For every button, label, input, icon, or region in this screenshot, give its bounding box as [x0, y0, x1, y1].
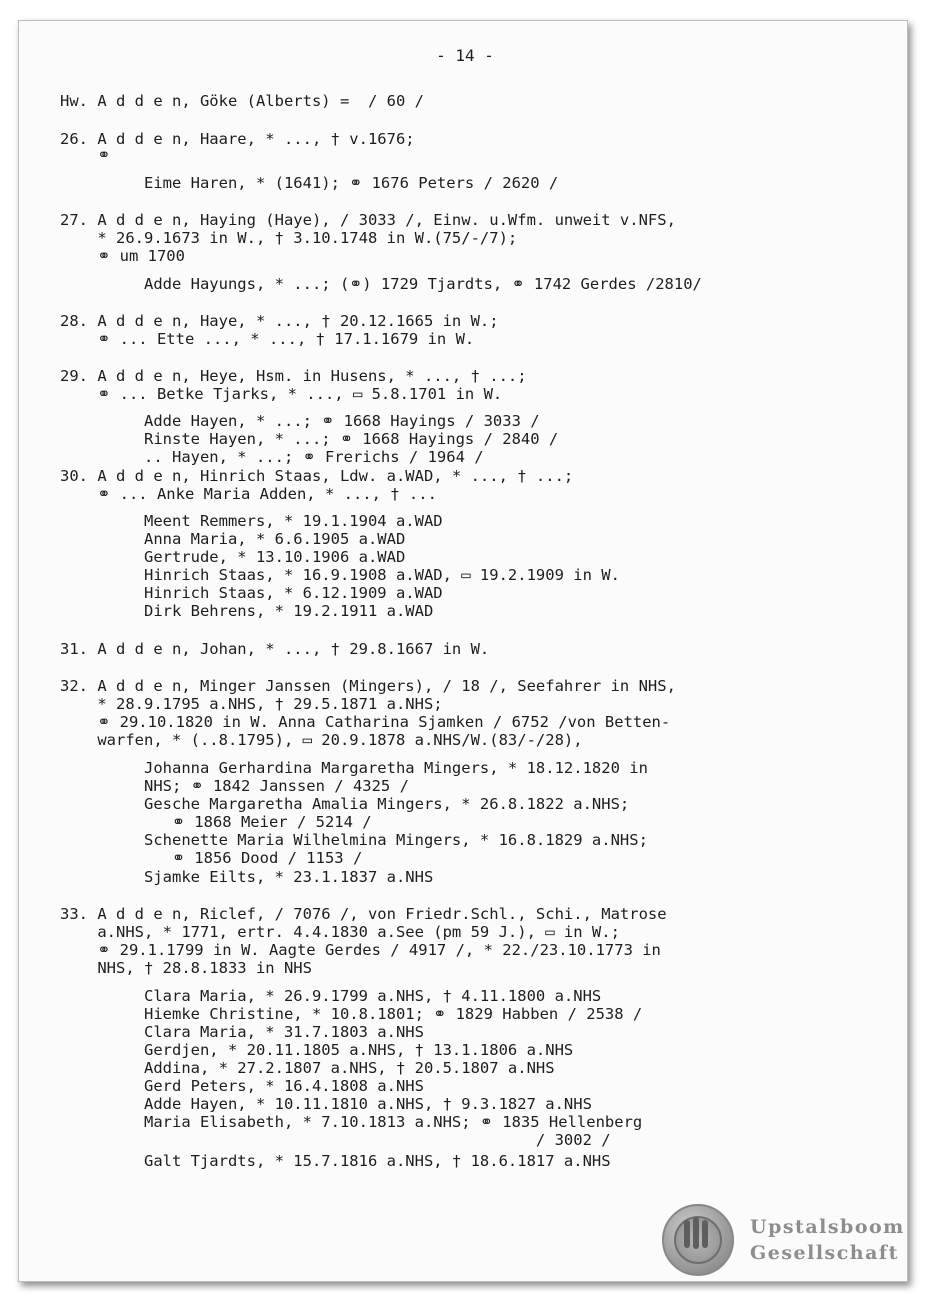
entry-line: Gesche Margaretha Amalia Mingers, * 26.8.1822 a.NHS; — [60, 795, 630, 813]
entry-line: Hw. A d d e n, Göke (Alberts) = / 60 / — [60, 92, 424, 110]
entry-line: Adde Hayen, * ...; ⚭ 1668 Hayings / 3033 / — [60, 412, 540, 430]
entry-line: .. Hayen, * ...; ⚭ Frerichs / 1964 / — [60, 448, 484, 466]
entry-line: Hinrich Staas, * 16.9.1908 a.WAD, ▭ 19.2.1909 in W. — [60, 566, 620, 584]
entry-line: 28. A d d e n, Haye, * ..., † 20.12.1665 in W.; — [60, 312, 499, 330]
entry-line: Clara Maria, * 26.9.1799 a.NHS, † 4.11.1800 a.NHS — [60, 987, 602, 1005]
entry-line: 30. A d d e n, Hinrich Staas, Ldw. a.WAD, * ..., † ...; — [60, 467, 574, 485]
entry-line: Schenette Maria Wilhelmina Mingers, * 16.8.1829 a.NHS; — [60, 831, 648, 849]
entry-line: ⚭ — [60, 146, 111, 164]
entry-line: * 28.9.1795 a.NHS, † 29.5.1871 a.NHS; — [60, 695, 443, 713]
entry-line: NHS; ⚭ 1842 Janssen / 4325 / — [60, 777, 409, 795]
entry-line: ⚭ 29.1.1799 in W. Aagte Gerdes / 4917 /, * 22./23.10.1773 in — [60, 941, 661, 959]
entry-line: Gerd Peters, * 16.4.1808 a.NHS — [60, 1077, 424, 1095]
entry-line: ⚭ 1856 Dood / 1153 / — [60, 849, 363, 867]
entry-line: Gerdjen, * 20.11.1805 a.NHS, † 13.1.1806 a.NHS — [60, 1041, 574, 1059]
entry-line: Hiemke Christine, * 10.8.1801; ⚭ 1829 Habben / 2538 / — [60, 1005, 643, 1023]
entry-line: ⚭ 1868 Meier / 5214 / — [60, 813, 372, 831]
entry-line: Rinste Hayen, * ...; ⚭ 1668 Hayings / 2840 / — [60, 430, 559, 448]
entry-line: ⚭ 29.10.1820 in W. Anna Catharina Sjamken / 6752 /von Betten- — [60, 713, 671, 731]
entry-line: Galt Tjardts, * 15.7.1816 a.NHS, † 18.6.1817 a.NHS — [60, 1152, 611, 1170]
entry-line: Maria Elisabeth, * 7.10.1813 a.NHS; ⚭ 1835 Hellenberg — [60, 1113, 643, 1131]
entry-line: ⚭ ... Ette ..., * ..., † 17.1.1679 in W. — [60, 330, 475, 348]
entry-line: Adde Hayungs, * ...; (⚭) 1729 Tjardts, ⚭ 1742 Gerdes /2810/ — [60, 275, 702, 293]
entry-line: 32. A d d e n, Minger Janssen (Mingers), / 18 /, Seefahrer in NHS, — [60, 677, 676, 695]
entry-line: 27. A d d e n, Haying (Haye), / 3033 /, Einw. u.Wfm. unweit v.NFS, — [60, 211, 676, 229]
entry-line: NHS, † 28.8.1833 in NHS — [60, 959, 312, 977]
entry-line: Anna Maria, * 6.6.1905 a.WAD — [60, 530, 406, 548]
logo-line-1: Upstalsboom — [750, 1216, 905, 1238]
entry-line: Johanna Gerhardina Margaretha Mingers, * 18.12.1820 in — [60, 759, 648, 777]
page-number: - 14 - — [436, 46, 494, 65]
entry-line: warfen, * (..8.1795), ▭ 20.9.1878 a.NHS/W.(83/-/28), — [60, 731, 583, 749]
logo-line-2: Gesellschaft — [750, 1242, 899, 1264]
entry-line: Gertrude, * 13.10.1906 a.WAD — [60, 548, 406, 566]
entry-line: Sjamke Eilts, * 23.1.1837 a.NHS — [60, 868, 434, 886]
entry-line: Meent Remmers, * 19.1.1904 a.WAD — [60, 512, 443, 530]
entry-line: 33. A d d e n, Riclef, / 7076 /, von Friedr.Schl., Schi., Matrose — [60, 905, 667, 923]
entry-line: Dirk Behrens, * 19.2.1911 a.WAD — [60, 602, 434, 620]
entry-line: ⚭ ... Anke Maria Adden, * ..., † ... — [60, 485, 437, 503]
entry-line: Adde Hayen, * 10.11.1810 a.NHS, † 9.3.1827 a.NHS — [60, 1095, 592, 1113]
entry-line: 31. A d d e n, Johan, * ..., † 29.8.1667 in W. — [60, 640, 490, 658]
entry-line: 29. A d d e n, Heye, Hsm. in Husens, * ..., † ...; — [60, 367, 527, 385]
entry-line: ⚭ um 1700 — [60, 247, 185, 265]
entry-line: ⚭ ... Betke Tjarks, * ..., ▭ 5.8.1701 in W. — [60, 385, 503, 403]
entry-line: 26. A d d e n, Haare, * ..., † v.1676; — [60, 130, 415, 148]
entry-line: a.NHS, * 1771, ertr. 4.4.1830 a.See (pm 59 J.), ▭ in W.; — [60, 923, 620, 941]
entry-line: Hinrich Staas, * 6.12.1909 a.WAD — [60, 584, 443, 602]
entry-line: / 3002 / — [60, 1131, 611, 1149]
entry-line: * 26.9.1673 in W., † 3.10.1748 in W.(75/-/7); — [60, 229, 518, 247]
entry-line: Eime Haren, * (1641); ⚭ 1676 Peters / 2620 / — [60, 174, 559, 192]
entry-line: Addina, * 27.2.1807 a.NHS, † 20.5.1807 a.NHS — [60, 1059, 555, 1077]
entry-line: Clara Maria, * 31.7.1803 a.NHS — [60, 1023, 424, 1041]
seal-icon — [662, 1204, 734, 1276]
